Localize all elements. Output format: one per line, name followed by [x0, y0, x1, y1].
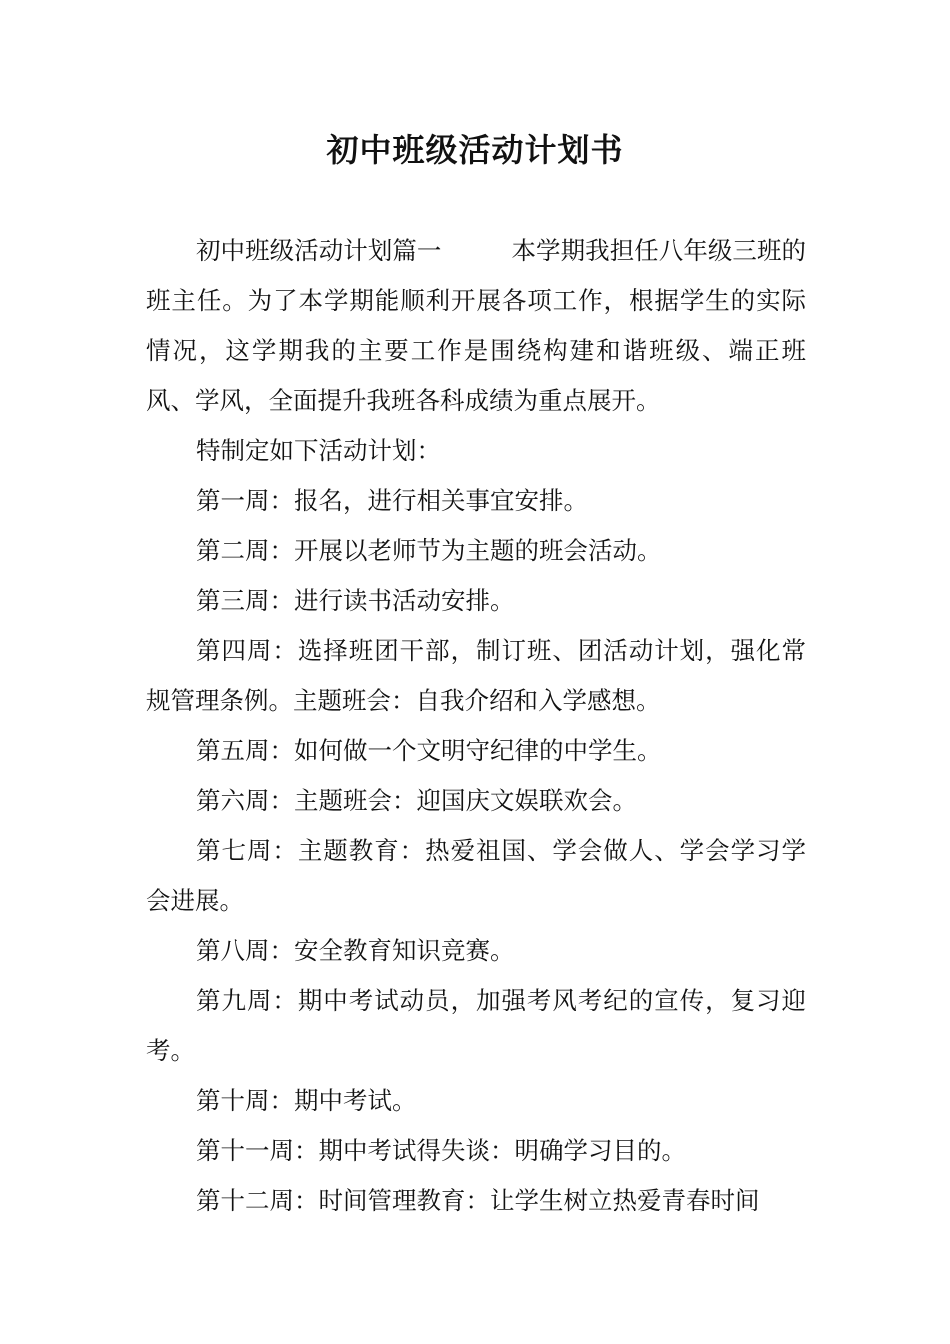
- paragraph: 第二周：开展以老师节为主题的班会活动。: [196, 536, 662, 565]
- paragraph: 第十二周：时间管理教育：让学生树立热爱青春时间: [196, 1186, 760, 1215]
- intro-paragraph: [146, 226, 806, 426]
- paragraph: 第六周：主题班会：迎国庆文娱联欢会。: [196, 786, 637, 815]
- document-body: [146, 226, 806, 1226]
- paragraph: 第三周：进行读书活动安排。: [196, 586, 515, 615]
- paragraph: 第一周：报名，进行相关事宜安排。: [196, 486, 588, 515]
- paragraph: 特制定如下活动计划：: [196, 436, 441, 465]
- paragraph: 第八周：安全教育知识竞赛。: [196, 936, 515, 965]
- paragraph: 第四周：选择班团干部，制订班、团活动计划，强化常规管理条例。主题班会：自我介绍和入学感想。: [146, 636, 806, 715]
- paragraph: 第五周：如何做一个文明守纪律的中学生。: [196, 736, 662, 765]
- paragraph: 第十一周：期中考试得失谈：明确学习目的。: [196, 1136, 686, 1165]
- paragraph: 第九周：期中考试动员，加强考风考纪的宣传，复习迎考。: [146, 986, 806, 1065]
- paragraph: 第十周：期中考试。: [196, 1086, 417, 1115]
- paragraph: 第七周：主题教育：热爱祖国、学会做人、学会学习学会进展。: [146, 836, 806, 915]
- intro-text: 本学期我担任八年级三班的班主任。为了本学期能顺利开展各项工作，根据学生的实际情况，这学期我的主要工作是围绕构建和谐班级、端正班风、学风，全面提升我班各科成绩为重点展开。: [146, 236, 807, 415]
- document-title: 初中班级活动计划书: [326, 131, 624, 169]
- intro-heading: 初中班级活动计划篇一: [196, 236, 442, 265]
